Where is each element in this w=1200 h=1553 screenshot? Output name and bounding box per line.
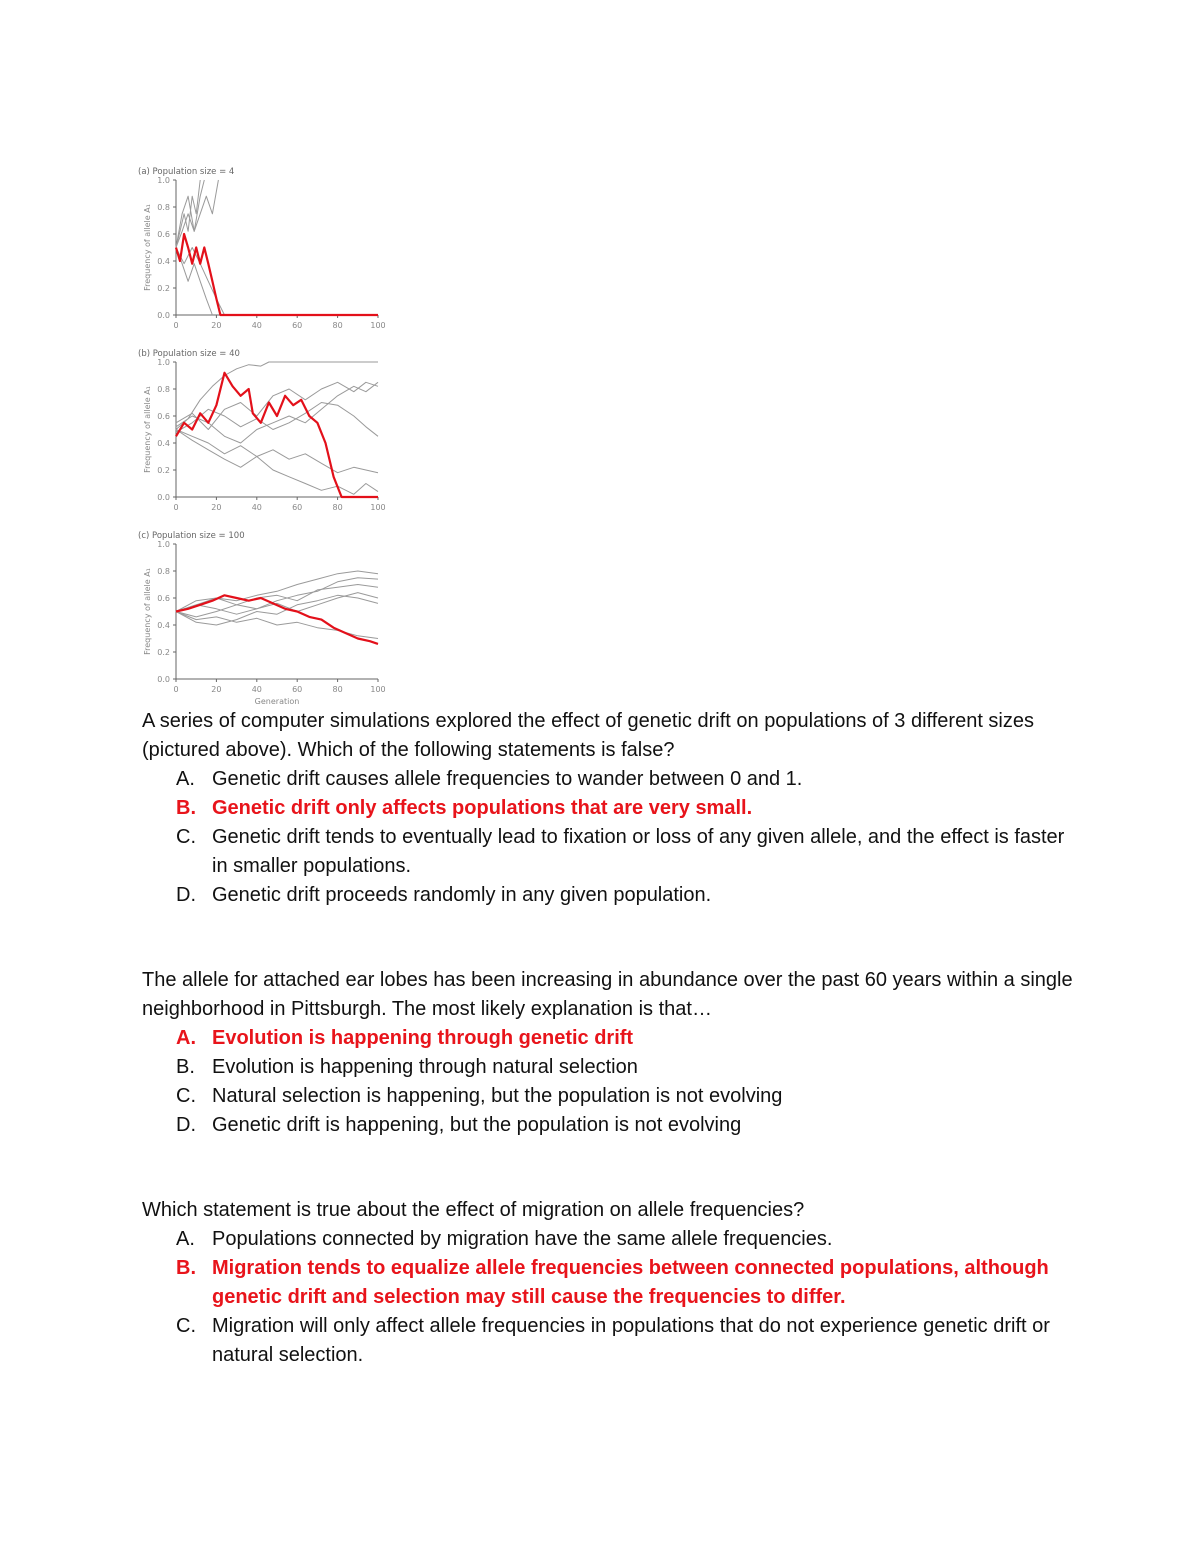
- option-text: Genetic drift proceeds randomly in any given population.: [212, 884, 712, 906]
- answer-option: [142, 1053, 1082, 1082]
- genetic-drift-figure: [138, 160, 398, 710]
- answer-options: [142, 1024, 1082, 1140]
- x-tick-label: 100: [370, 685, 386, 694]
- y-axis-label: Frequency of allele A₁: [143, 386, 152, 473]
- option-letter: A.: [176, 1228, 195, 1250]
- y-tick-label: 0.0: [157, 675, 170, 684]
- x-tick-label: 80: [332, 503, 343, 512]
- x-tick-label: 40: [251, 321, 262, 330]
- chart-title: (b) Population size = 40: [138, 349, 240, 359]
- answer-option: [142, 1111, 1082, 1140]
- highlighted-series-line: [176, 595, 378, 644]
- question-stem: Which statement is true about the effect of migration on allele frequencies?: [142, 1199, 805, 1221]
- option-letter: A.: [176, 1027, 196, 1049]
- series-line: [176, 382, 378, 443]
- series-line: [176, 430, 378, 473]
- y-tick-label: 0.4: [157, 621, 170, 630]
- y-tick-label: 0.8: [157, 567, 170, 576]
- highlighted-series-line: [176, 373, 378, 497]
- question-3: [142, 1196, 1082, 1370]
- y-tick-label: 1.0: [157, 540, 170, 549]
- answer-option: [142, 881, 1082, 910]
- x-tick-label: 40: [251, 685, 262, 694]
- chart-c-svg: [138, 524, 398, 714]
- series-line: [176, 578, 378, 617]
- y-tick-label: 0.2: [157, 284, 170, 293]
- y-tick-label: 0.4: [157, 257, 170, 266]
- y-tick-label: 1.0: [157, 358, 170, 367]
- y-tick-label: 0.6: [157, 412, 170, 421]
- question-stem: The allele for attached ear lobes has been increasing in abundance over the past 60 years within a single neighborhood in Pittsburgh. The most likely explanation is that…: [142, 969, 1073, 1020]
- question-2: [142, 966, 1082, 1140]
- question-1: [142, 707, 1082, 910]
- option-text: Natural selection is happening, but the population is not evolving: [212, 1085, 783, 1107]
- answer-option: [142, 1225, 1082, 1254]
- x-tick-label: 20: [211, 321, 222, 330]
- option-text: Genetic drift only affects populations that are very small.: [212, 797, 753, 819]
- x-tick-label: 80: [332, 685, 343, 694]
- x-axis-label: Generation: [254, 697, 300, 706]
- x-tick-label: 20: [211, 685, 222, 694]
- option-letter: D.: [176, 884, 196, 906]
- y-tick-label: 0.4: [157, 439, 170, 448]
- chart-panel-b: [138, 342, 398, 520]
- x-tick-label: 100: [370, 321, 386, 330]
- answer-options: [142, 1225, 1082, 1370]
- y-tick-label: 0.8: [157, 385, 170, 394]
- x-tick-label: 0: [173, 685, 179, 694]
- option-text: Genetic drift is happening, but the population is not evolving: [212, 1114, 742, 1136]
- x-tick-label: 60: [292, 321, 303, 330]
- option-letter: D.: [176, 1114, 196, 1136]
- x-tick-label: 0: [173, 321, 179, 330]
- option-letter: B.: [176, 1056, 195, 1078]
- y-tick-label: 1.0: [157, 176, 170, 185]
- y-axis-label: Frequency of allele A₁: [143, 204, 152, 291]
- y-tick-label: 0.6: [157, 594, 170, 603]
- answer-option-correct: [142, 1024, 1082, 1053]
- answer-option: [142, 765, 1082, 794]
- chart-b-svg: [138, 342, 398, 520]
- highlighted-series-line: [176, 234, 378, 315]
- x-tick-label: 60: [292, 685, 303, 694]
- series-line: [176, 430, 378, 495]
- option-letter: C.: [176, 1085, 196, 1107]
- x-tick-label: 60: [292, 503, 303, 512]
- y-tick-label: 0.6: [157, 230, 170, 239]
- answer-options: [142, 765, 1082, 910]
- y-tick-label: 0.0: [157, 311, 170, 320]
- option-text: Populations connected by migration have the same allele frequencies.: [212, 1228, 833, 1250]
- chart-panel-a: [138, 160, 398, 338]
- answer-option: [142, 823, 1082, 881]
- x-tick-label: 80: [332, 321, 343, 330]
- option-text: Genetic drift tends to eventually lead to fixation or loss of any given allele, and the effect is faster in smaller populations.: [212, 826, 1065, 877]
- series-line: [176, 585, 378, 612]
- option-letter: C.: [176, 1315, 196, 1337]
- option-letter: A.: [176, 768, 195, 790]
- option-text: Evolution is happening through natural selection: [212, 1056, 638, 1078]
- option-text: Evolution is happening through genetic drift: [212, 1027, 634, 1049]
- y-tick-label: 0.2: [157, 648, 170, 657]
- x-tick-label: 20: [211, 503, 222, 512]
- answer-option-correct: [142, 1254, 1082, 1312]
- x-tick-label: 0: [173, 503, 179, 512]
- y-tick-label: 0.2: [157, 466, 170, 475]
- chart-panel-c: [138, 524, 398, 706]
- option-text: Migration will only affect allele frequencies in populations that do not experience genetic drift or natural selection.: [212, 1315, 1050, 1366]
- option-text: Genetic drift causes allele frequencies to wander between 0 and 1.: [212, 768, 803, 790]
- chart-title: (a) Population size = 4: [138, 167, 235, 177]
- y-axis-label: Frequency of allele A₁: [143, 568, 152, 655]
- x-tick-label: 100: [370, 503, 386, 512]
- answer-option: [142, 1312, 1082, 1370]
- option-letter: B.: [176, 1257, 196, 1279]
- y-tick-label: 0.0: [157, 493, 170, 502]
- answer-option: [142, 1082, 1082, 1111]
- x-tick-label: 40: [251, 503, 262, 512]
- chart-a-svg: [138, 160, 398, 338]
- question-stem: A series of computer simulations explored the effect of genetic drift on populations of 3 different sizes (pictured above). Which of the following statements is false?: [142, 710, 1034, 761]
- option-letter: C.: [176, 826, 196, 848]
- y-tick-label: 0.8: [157, 203, 170, 212]
- option-letter: B.: [176, 797, 196, 819]
- option-text: Migration tends to equalize allele frequencies between connected populations, although genetic drift and selection may still cause the frequencies to differ.: [212, 1257, 1049, 1308]
- answer-option-correct: [142, 794, 1082, 823]
- chart-title: (c) Population size = 100: [138, 531, 245, 541]
